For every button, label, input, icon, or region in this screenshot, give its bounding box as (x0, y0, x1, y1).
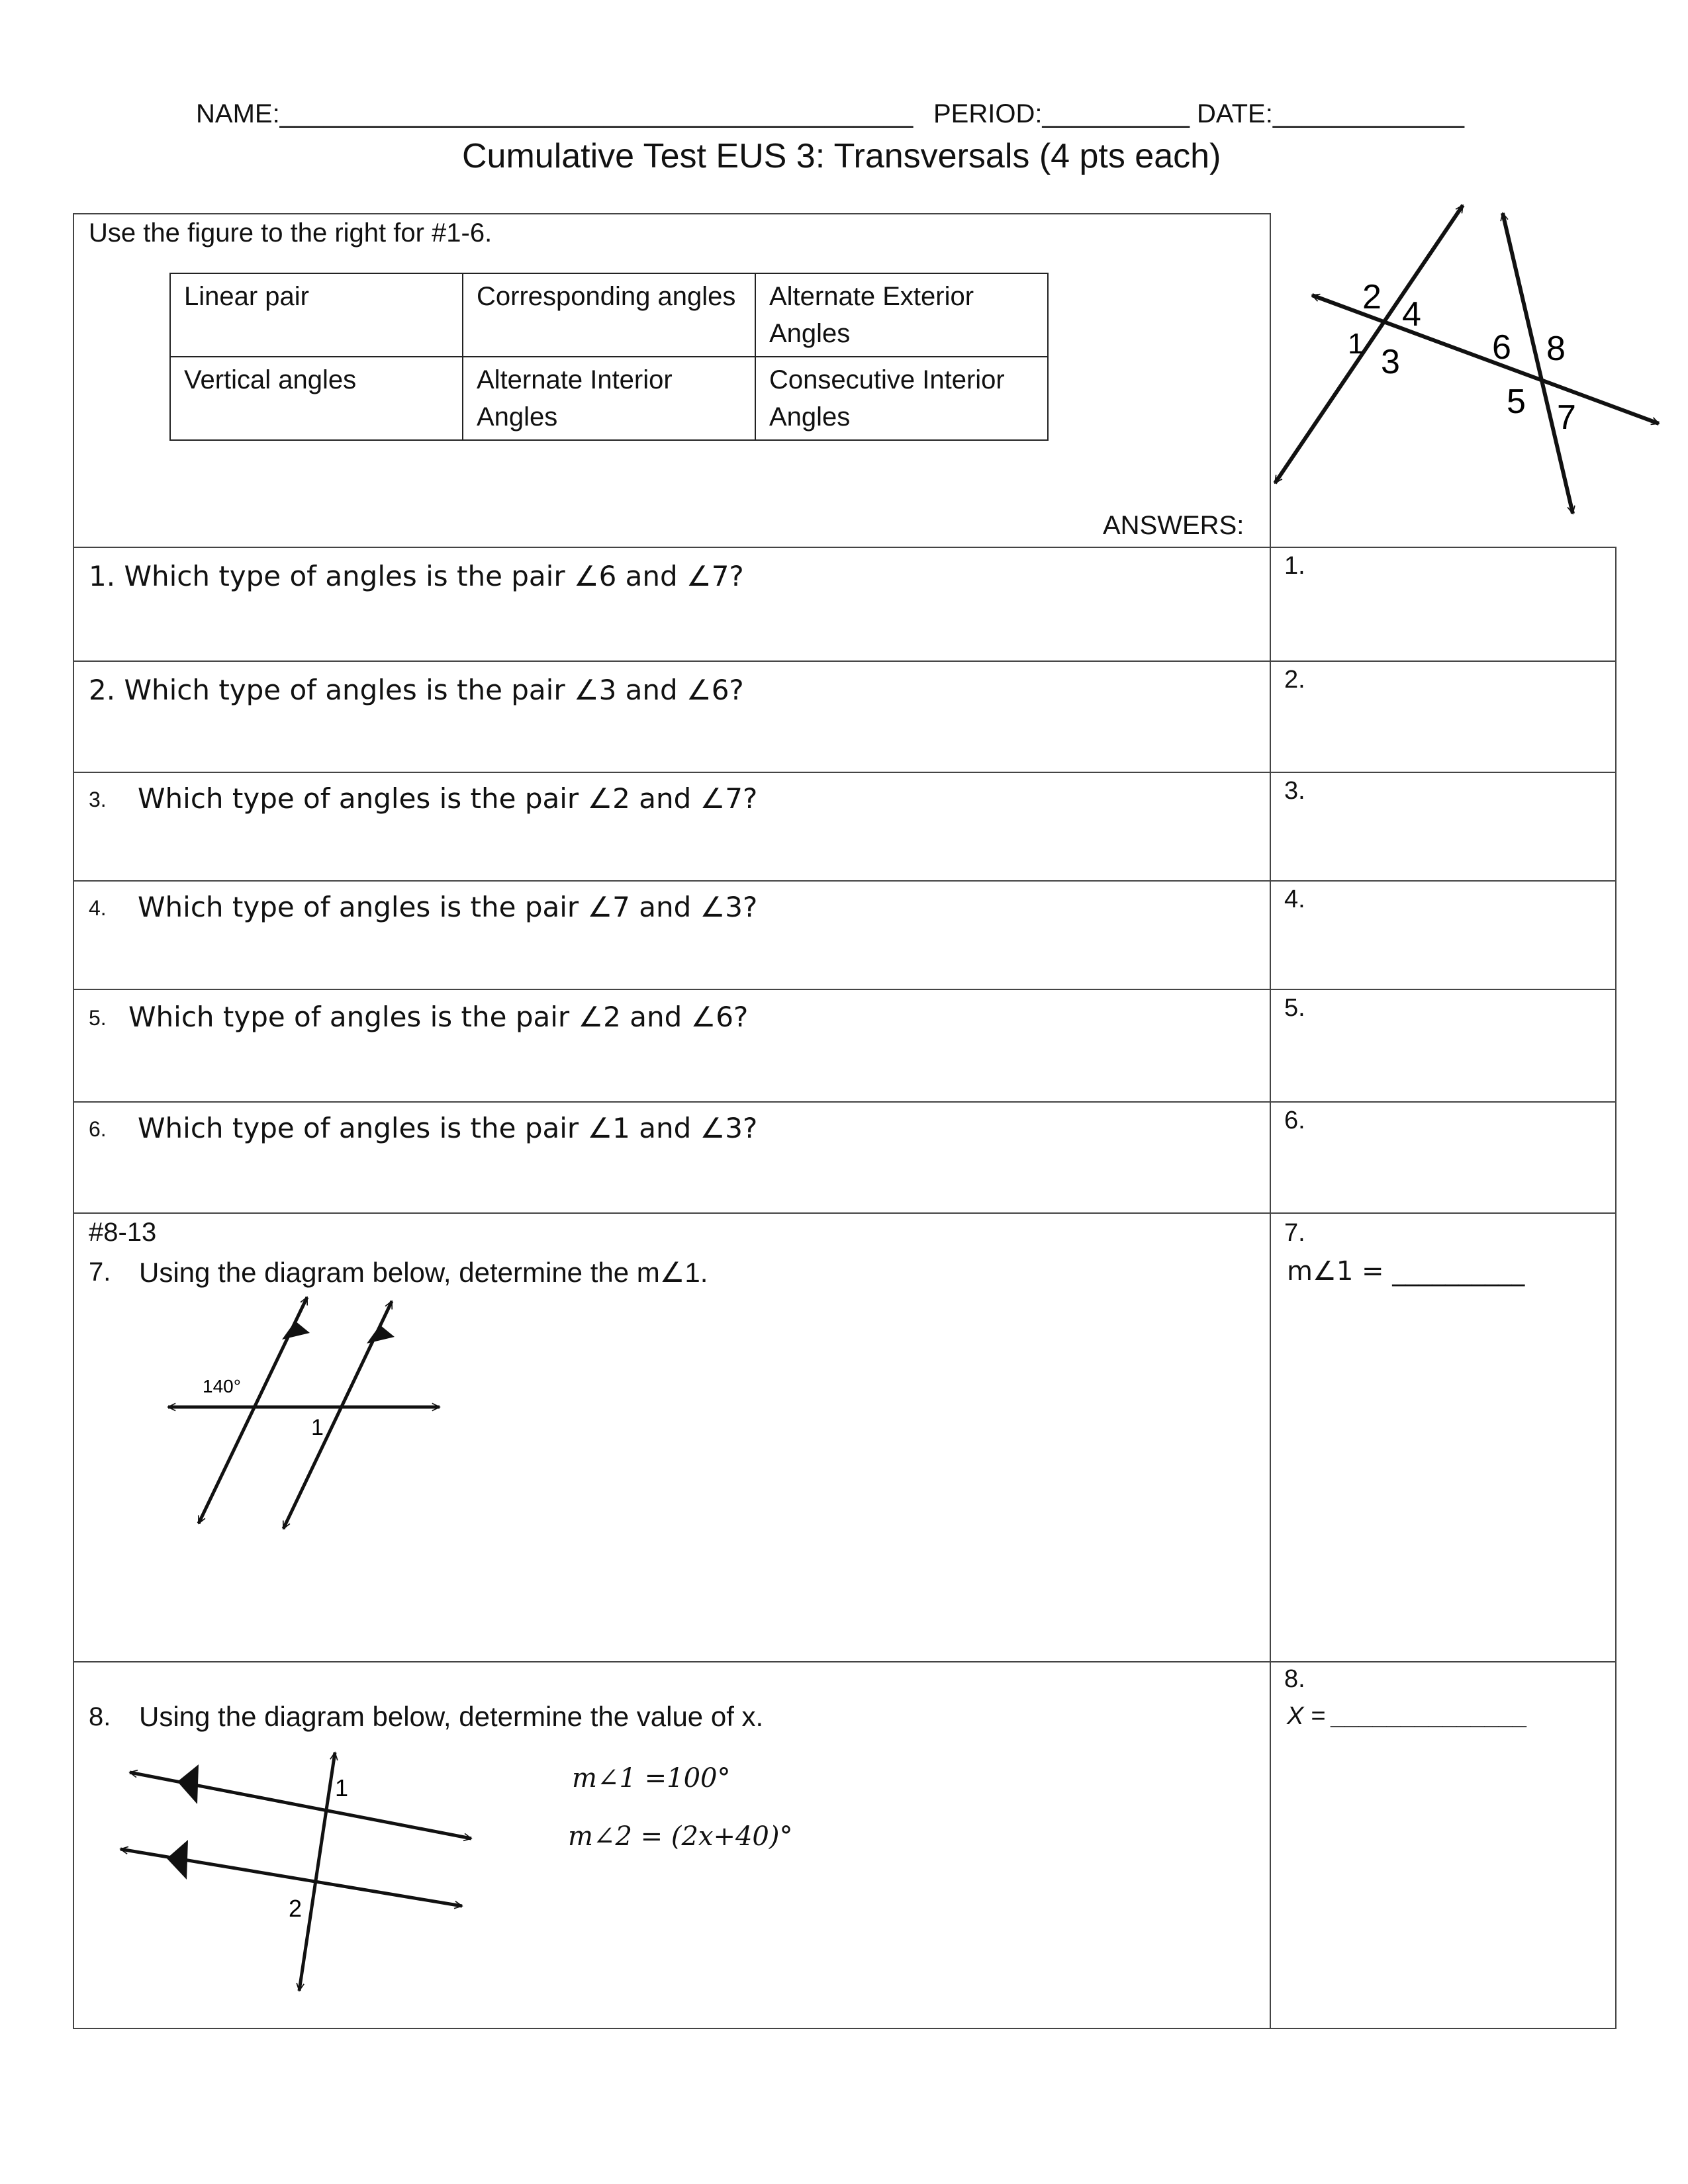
angle-type-alt-interior: Alternate Interior Angles (463, 357, 755, 440)
question-5-number: 5. (89, 1006, 107, 1030)
q8-label-1: 1 (335, 1774, 349, 1801)
answer-7-blank[interactable]: m∠1 = __________ (1287, 1256, 1525, 1287)
figure-label-8: 8 (1546, 330, 1566, 368)
angle-type-consecutive-interior: Consecutive Interior Angles (755, 357, 1048, 440)
answer-3-label[interactable]: 3. (1284, 777, 1305, 805)
question-8-text: Using the diagram below, determine the value of x. (139, 1701, 764, 1732)
question-3-text: Which type of angles is the pair ∠2 and ∠7? (138, 782, 758, 815)
question-8-number: 8. (89, 1702, 111, 1731)
name-field[interactable]: NAME:___________________________________________ (196, 99, 914, 128)
figure-label-5: 5 (1507, 383, 1526, 421)
q8-label-2: 2 (289, 1895, 303, 1922)
q8-parallel-mark-1 (177, 1764, 199, 1804)
question-7-text: Using the diagram below, determine the m∠1. (139, 1257, 708, 1288)
figure-label-7: 7 (1557, 398, 1576, 437)
figure-label-4: 4 (1402, 295, 1421, 334)
question-1-number: 1. (89, 560, 116, 592)
q8-equation-1: m∠1 =100° (572, 1763, 731, 1794)
figure-label-1: 1 (1348, 328, 1364, 360)
q8-transversal (299, 1752, 335, 1991)
question-4-number: 4. (89, 896, 107, 920)
question-6-text: Which type of angles is the pair ∠1 and ∠3? (138, 1112, 758, 1144)
answer-4-label[interactable]: 4. (1284, 886, 1305, 913)
page-title: Cumulative Test EUS 3: Transversals (4 pts each) (462, 137, 1221, 175)
answer-2-label[interactable]: 2. (1284, 666, 1305, 694)
answer-1-label[interactable]: 1. (1284, 552, 1305, 580)
question-5-text: Which type of angles is the pair ∠2 and ∠6? (128, 1001, 749, 1033)
angle-type-vertical: Vertical angles (170, 357, 463, 440)
answer-5-label[interactable]: 5. (1284, 994, 1305, 1022)
question-1-text: Which type of angles is the pair ∠6 and ∠7? (124, 560, 744, 592)
period-field[interactable]: PERIOD:__________ (933, 99, 1190, 128)
answer-6-label[interactable]: 6. (1284, 1107, 1305, 1134)
intro-instruction: Use the figure to the right for #1-6. (89, 218, 492, 248)
q7-angle-label: 140° (203, 1376, 241, 1396)
angle-type-linear-pair: Linear pair (170, 273, 463, 357)
figure-label-6: 6 (1492, 328, 1511, 367)
answer-8-label[interactable]: 8. (1284, 1665, 1305, 1693)
angle-type-corresponding: Corresponding angles (463, 273, 755, 357)
answer-7-label[interactable]: 7. (1284, 1219, 1305, 1247)
q7-one-label: 1 (311, 1415, 324, 1440)
question-2-text: Which type of angles is the pair ∠3 and ∠6? (124, 674, 744, 706)
question-7-number: 7. (89, 1257, 111, 1287)
question-3-number: 3. (89, 788, 107, 811)
question-6-number: 6. (89, 1117, 107, 1141)
answers-label: ANSWERS: (1103, 511, 1244, 540)
angle-type-alt-exterior: Alternate Exterior Angles (755, 273, 1048, 357)
date-field[interactable]: DATE:_____________ (1197, 99, 1465, 128)
answer-8-blank[interactable]: X = ______________ (1287, 1702, 1528, 1730)
question-4-text: Which type of angles is the pair ∠7 and ∠3? (138, 891, 758, 923)
question-2-number: 2. (89, 674, 116, 706)
q8-equation-2: m∠2 = (2x+40)° (568, 1821, 793, 1852)
figure-label-2: 2 (1362, 278, 1382, 316)
figure-label-3: 3 (1381, 343, 1400, 381)
q8-parallel-mark-2 (167, 1840, 188, 1880)
section-label: #8-13 (89, 1218, 157, 1247)
